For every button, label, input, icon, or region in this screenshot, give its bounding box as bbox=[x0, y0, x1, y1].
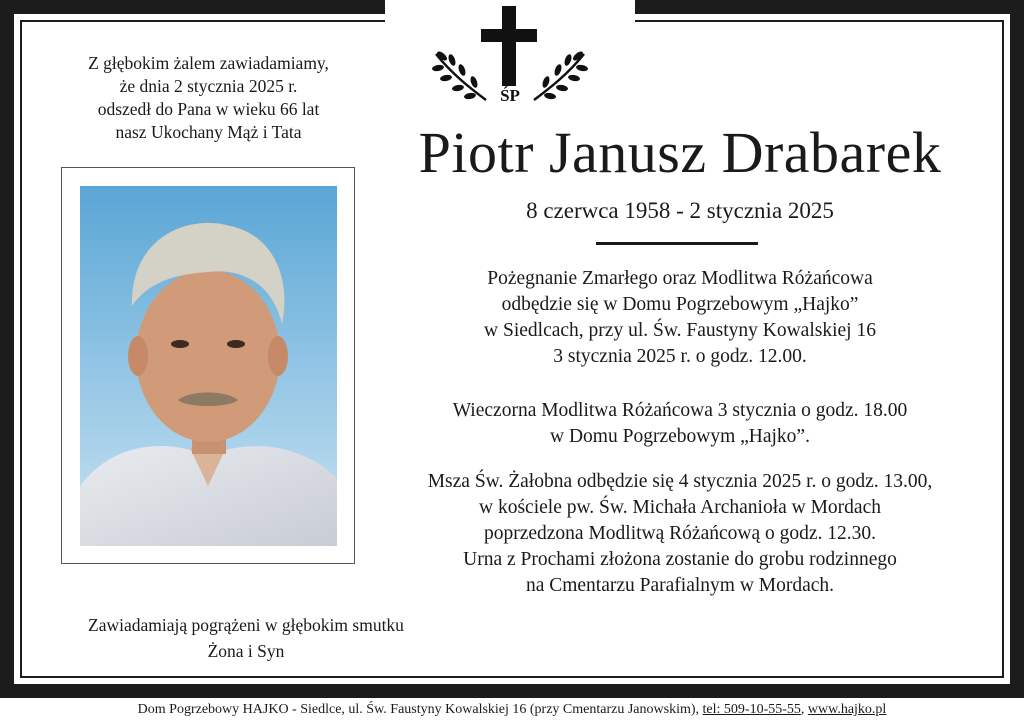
footer bbox=[0, 702, 1024, 718]
cross-icon bbox=[502, 6, 516, 86]
intro-line: że dnia 2 stycznia 2025 r. bbox=[119, 76, 298, 96]
photo-frame bbox=[61, 167, 355, 564]
frame-bottom-line bbox=[20, 676, 1004, 678]
frame-left-line bbox=[20, 20, 22, 678]
evening-prayer-block bbox=[380, 398, 980, 450]
intro-text bbox=[36, 52, 381, 144]
deceased-name: Piotr Janusz Drabarek bbox=[418, 120, 942, 185]
intro-line: nasz Ukochany Mąż i Tata bbox=[115, 122, 302, 142]
mass-line: Urna z Prochami złożona zostanie do grobu rodzinnego bbox=[463, 549, 897, 570]
evening-line: w Domu Pogrzebowym „Hajko”. bbox=[550, 426, 810, 447]
mass-block bbox=[360, 469, 1000, 599]
mass-line: w kościele pw. Św. Michała Archanioła w Mordach bbox=[479, 497, 881, 518]
mass-line: Msza Św. Żałobna odbędzie się 4 stycznia 2025 r. o godz. 13.00, bbox=[427, 471, 933, 492]
farewell-block bbox=[380, 266, 980, 370]
laurel-left-icon bbox=[430, 48, 490, 102]
life-dates: 8 czerwca 1958 - 2 stycznia 2025 bbox=[526, 198, 834, 223]
farewell-line: 3 stycznia 2025 r. o godz. 12.00. bbox=[553, 346, 807, 367]
cross-bar bbox=[481, 29, 537, 42]
signature-line: Zawiadamiają pogrążeni w głębokim smutku bbox=[88, 615, 404, 635]
divider bbox=[596, 242, 758, 245]
laurel-right-icon bbox=[530, 48, 590, 102]
intro-line: Z głębokim żalem zawiadamiamy, bbox=[88, 53, 329, 73]
portrait-photo bbox=[80, 186, 337, 546]
signature-line: Żona i Syn bbox=[207, 641, 285, 661]
footer-separator: , bbox=[800, 702, 808, 717]
footer-phone-link[interactable]: tel: 509-10-55-55 bbox=[702, 702, 801, 717]
footer-address: Dom Pogrzebowy HAJKO - Siedlce, ul. Św. Faustyny Kowalskiej 16 (przy Cmentarzu Janowskim), bbox=[137, 702, 703, 717]
intro-line: odszedł do Pana w wieku 66 lat bbox=[97, 99, 320, 119]
farewell-line: w Siedlcach, przy ul. Św. Faustyny Kowalskiej 16 bbox=[484, 320, 876, 341]
footer-website-link[interactable]: www.hajko.pl bbox=[807, 702, 887, 717]
sp-label: ŚP bbox=[500, 86, 520, 105]
mass-line: na Cmentarzu Parafialnym w Mordach. bbox=[525, 575, 835, 596]
farewell-line: Pożegnanie Zmarłego oraz Modlitwa Różańcowa bbox=[487, 268, 873, 289]
frame-right-line bbox=[1002, 20, 1004, 678]
signature bbox=[36, 612, 456, 664]
mass-line: poprzedzona Modlitwą Różańcową o godz. 12.30. bbox=[483, 523, 877, 544]
farewell-line: odbędzie się w Domu Pogrzebowym „Hajko” bbox=[501, 294, 859, 315]
evening-line: Wieczorna Modlitwa Różańcowa 3 stycznia o godz. 18.00 bbox=[452, 400, 908, 421]
